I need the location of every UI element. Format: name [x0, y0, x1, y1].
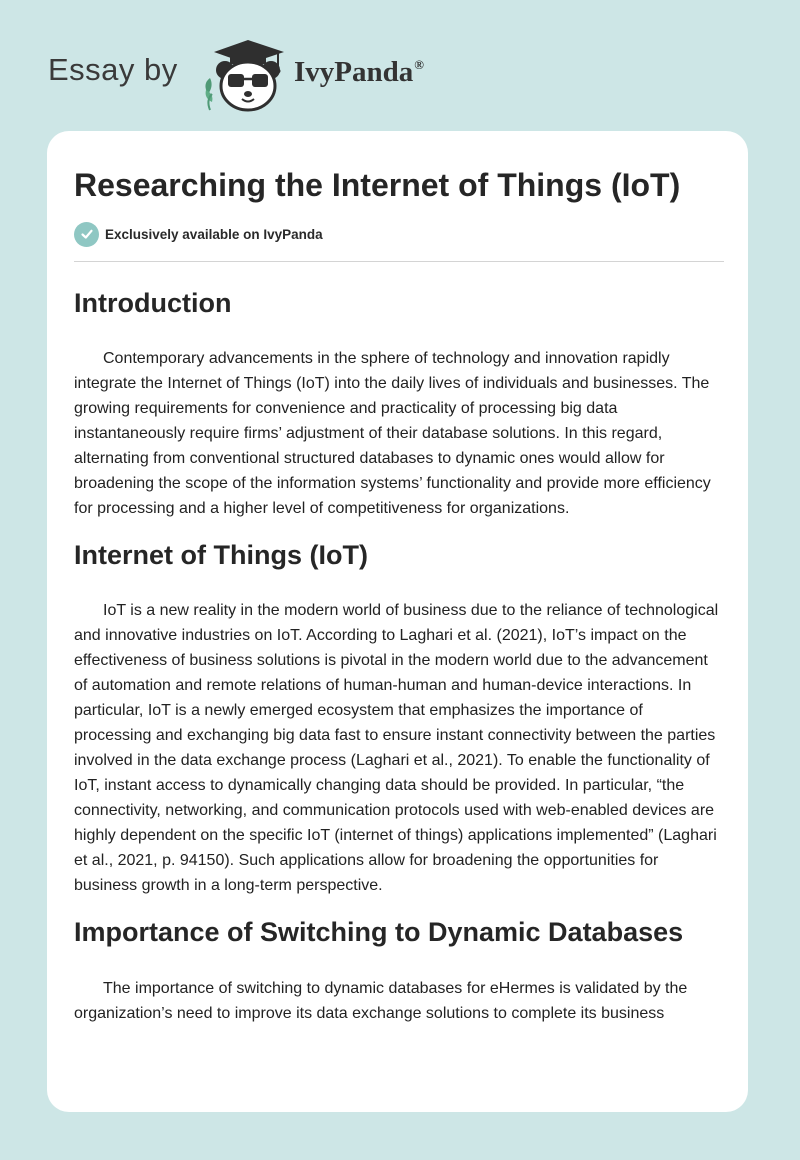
essay-body: [74, 281, 724, 1026]
panda-graduate-icon[interactable]: [200, 36, 296, 112]
brand-name[interactable]: IvyPanda®: [294, 56, 424, 88]
exclusive-badge: [74, 221, 323, 247]
check-circle-icon: [74, 222, 99, 247]
section-text-dynamic-databases: The importance of switching to dynamic databases for eHermes is validated by the organization’s need to improve its data exchange solutions to complete its business: [74, 980, 688, 1022]
section-heading-iot: Internet of Things (IoT): [74, 540, 368, 570]
essay-by-label: Essay by: [48, 52, 178, 87]
exclusive-badge-text: Exclusively available on IvyPanda: [105, 226, 323, 242]
section-heading-dynamic-databases: Importance of Switching to Dynamic Databases: [74, 917, 684, 947]
title-divider: [74, 261, 724, 262]
section-text-iot: IoT is a new reality in the modern world of business due to the reliance of technological and innovative industries on IoT. According to Laghari et al. (2021), IoT’s impact on the effectiveness of business solutions is pivotal in the modern world due to the advancement of automation and remote relations of human-human and human-device interactions. In particular, IoT is a newly emerged ecosystem that emphasizes the importance of processing and exchanging big data fast to ensure instant connectivity between the parties involved in the data exchange process (Laghari et al., 2021). To enable the functionality of IoT, instant access to dynamically changing data should be provided. In particular, “the connectivity, networking, and communication protocols used with web-enabled devices are highly dependent on the specific IoT (internet of things) applications implemented” (Laghari et al., 2021, p. 94150). Such applications allow for broadening the opportunities for business growth in a long-term perspective.: [74, 602, 719, 894]
section-heading-introduction: Introduction: [74, 288, 232, 318]
essay-card: [47, 131, 748, 1112]
essay-title: Researching the Internet of Things (IoT): [74, 167, 681, 203]
section-text-introduction: Contemporary advancements in the sphere of technology and innovation rapidly integrate the Internet of Things (IoT) into the daily lives of individuals and businesses. The growing requirements for convenience and practicality of processing big data instantaneously require firms’ adjustment of their database solutions. In this regard, alternating from conventional structured databases to dynamic ones would allow for broadening the scope of the information systems’ functionality and provide more efficiency for processing and a higher level of competitiveness for organizations.: [74, 350, 711, 517]
site-header: [48, 36, 508, 112]
